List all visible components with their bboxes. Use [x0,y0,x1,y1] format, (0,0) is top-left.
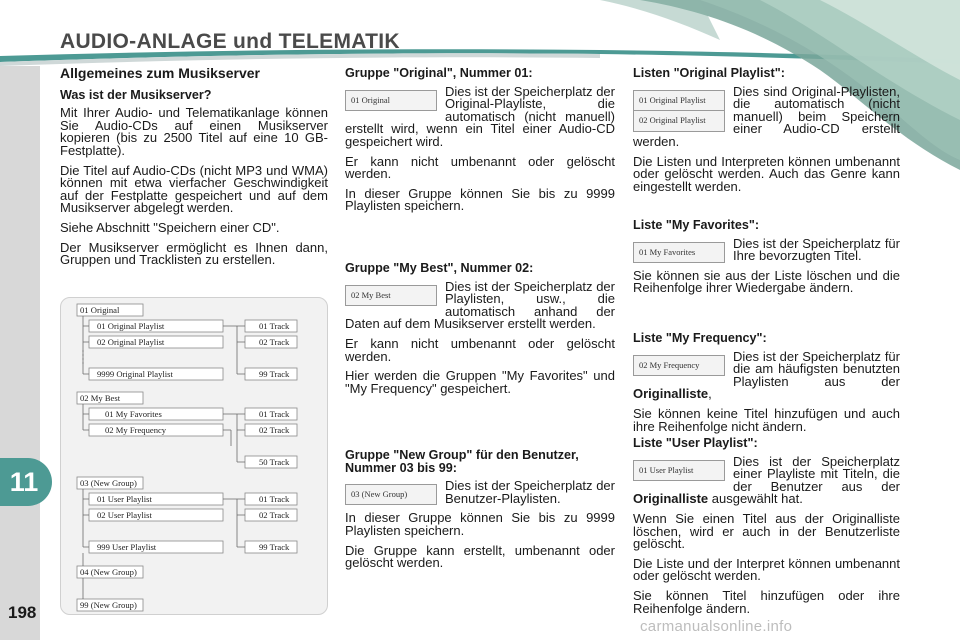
diagram-label: 01 Original Playlist [97,321,165,331]
paragraph: Siehe Abschnitt "Speichern einer CD". [60,219,280,235]
paragraph: Dies ist der Speicherplatz der Benutzer-Playlisten. [445,478,615,506]
screen-label: 01 My Favorites [633,242,725,263]
diagram-label: 02 My Best [80,393,121,403]
section-heading-musikserver: Allgemeines zum Musikserver [60,65,260,81]
column-lists [633,67,900,617]
paragraph: In dieser Gruppe können Sie bis zu 9999 Playlisten speichern. [345,185,615,214]
paragraph: Die Gruppe kann erstellt, umbenannt oder gelöscht werden. [345,542,615,571]
text-run: , [708,386,712,402]
paragraph: Die Titel auf Audio-CDs (nicht MP3 und WMA) können mit etwa vierfacher Geschwindigkeit auf der Festplatte gespeichert und auf dem Musikserver abgelegt werden. [60,162,328,216]
screen-label: 02 My Best [345,285,437,306]
paragraph: Dies ist der Speicherplatz für Ihre bevorzugten Titel. [733,235,900,264]
section-my-frequency [633,332,900,440]
paragraph: Wenn Sie einen Titel aus der Originalliste löschen, wird er auch in der Benutzerliste gelöscht. [633,510,900,552]
text-run: Dies ist der Speicherplatz für die am häufigsten benutzten Playlisten aus der [733,348,900,389]
column-intro [60,67,328,274]
diagram-track: 01 Track [259,494,290,504]
paragraph: In dieser Gruppe können Sie bis zu 9999 Playlisten speichern. [345,510,615,538]
screen-label-stack [633,90,725,132]
watermark: carmanualsonline.info [640,618,793,635]
section-heading: Liste "My Favorites": [633,218,760,232]
paragraph: Sie können keine Titel hinzufügen und auch ihre Reihenfolge nicht ändern. [633,405,900,434]
section-heading: Gruppe "Original", Nummer 01: [345,66,533,80]
paragraph: Dies ist der Speicherplatz der Playlisten, usw., die automatisch anhand der Daten auf dem Musikserver erstellt werden. [345,278,615,332]
paragraph: Hier werden die Gruppen "My Favorites" und "My Frequency" gespeichert. [345,368,615,396]
diagram-label: 9999 Original Playlist [97,369,173,379]
screen-label: 03 (New Group) [345,484,437,505]
page-number: 198 [8,603,37,622]
section-heading: Listen "Original Playlist": [633,66,785,80]
page-title: AUDIO-ANLAGE und TELEMATIK [60,30,400,53]
subheading-was-ist: Was ist der Musikserver? [60,87,212,102]
paragraph: Er kann nicht umbenannt oder gelöscht werden. [345,153,615,182]
diagram-track: 99 Track [259,542,290,552]
diagram-track: 99 Track [259,369,290,379]
diagram-track: 01 Track [259,409,290,419]
screen-label: 01 User Playlist [633,460,725,481]
section-user-playlist [633,437,900,622]
screen-label: 01 Original [345,90,437,111]
diagram-label: 01 My Favorites [105,409,162,419]
diagram-track: 50 Track [259,457,290,467]
section-original-group [345,67,615,220]
screen-label: 02 My Frequency [633,355,725,376]
text-run: ausgewählt hat. [708,491,803,507]
diagram-track: 02 Track [259,337,290,347]
tree-svg [61,298,329,616]
diagram-label: 03 (New Group) [80,478,137,488]
chapter-number: 11 [9,466,39,497]
diagram-label: 04 (New Group) [80,567,137,577]
music-server-tree-diagram [60,297,328,615]
bold-term: Originalliste [633,386,709,402]
screen-label: 02 Original Playlist [633,111,725,132]
paragraph: Der Musikserver ermöglicht es Ihnen dann, Gruppen und Tracklisten zu erstellen. [60,239,328,268]
diagram-label: 999 User Playlist [97,542,157,552]
section-my-best-group [345,262,615,402]
paragraph: Mit Ihrer Audio- und Telematikanlage können Sie Audio-CDs auf einen Musikserver kopieren (bis zu 2500 Titel auf eine 10 GB-Festplatte). [60,105,328,158]
diagram-track: 01 Track [259,321,290,331]
paragraph: Dies ist der Speicherplatz der Original-Playliste, die automatisch (nicht manuell) erstellt wird, wenn ein Titel einer Audio-CD gespeichert wird. [345,83,615,149]
diagram-track: 02 Track [259,510,290,520]
chapter-tab [0,458,52,506]
section-new-group [345,449,615,577]
diagram-label: 02 User Playlist [97,510,152,520]
diagram-label: 01 Original [80,305,120,315]
diagram-track: 02 Track [259,425,290,435]
paragraph: Sie können Titel hinzufügen oder ihre Reihenfolge ändern. [633,587,900,616]
paragraph: Die Liste und der Interpret können umbenannt oder gelöscht werden. [633,555,900,584]
section-heading: Liste "My Frequency": [633,331,767,345]
section-original-playlist [633,67,900,200]
section-heading: Gruppe "My Best", Nummer 02: [345,261,534,275]
diagram-label: 02 My Frequency [105,425,167,435]
screen-label: 01 Original Playlist [633,90,725,111]
text-run: Dies ist der Speicherplatz einer Playliste mit Titeln, die der Benutzer aus der [733,453,900,494]
section-my-favorites [633,219,900,302]
section-heading: Gruppe "New Group" für den Benutzer, Nummer 03 bis 99: [345,448,579,475]
diagram-label: 02 Original Playlist [97,337,165,347]
diagram-label: 01 User Playlist [97,494,152,504]
paragraph: Er kann nicht umbenannt oder gelöscht werden. [345,335,615,364]
column-groups [345,67,615,587]
paragraph: Die Listen und Interpreten können umbenannt oder gelöscht werden. Auch das Genre kann eingestellt werden. [633,153,900,194]
paragraph: Dies sind Original-Playlisten, die automatisch (nicht manuell) beim Speichern einer Audio-CD erstellt werden. [633,83,900,149]
diagram-label: 99 (New Group) [80,600,137,610]
bold-term: Originalliste [633,491,709,507]
section-heading: Liste "User Playlist": [633,436,758,450]
paragraph: Sie können sie aus der Liste löschen und die Reihenfolge ihrer Wiedergabe ändern. [633,267,900,296]
